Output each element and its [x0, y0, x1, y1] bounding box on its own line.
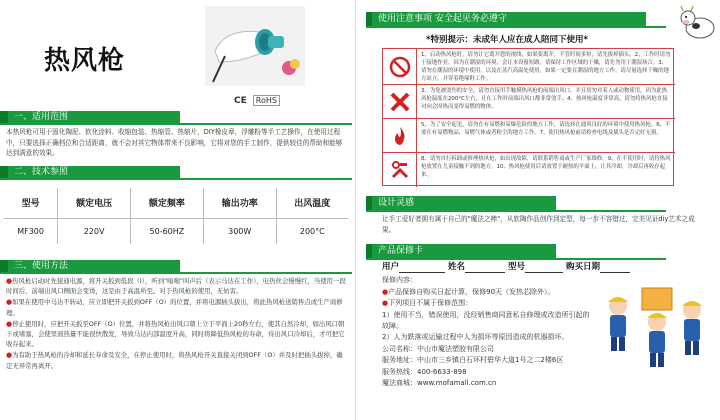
usage-step: [6, 297, 346, 317]
hotline-label: 服务热线：: [382, 367, 417, 376]
usage-step: [6, 319, 346, 350]
field-label-name: 姓名: [447, 262, 465, 272]
bullet-icon: ●: [6, 319, 13, 328]
card-fields-row: [382, 262, 712, 273]
section-usage-header: 三、使用方法: [0, 260, 180, 273]
warning-text: 1、启动热风枪时，请勿让它离开您的视线，如果要离开，不管时间多短，请先拔掉插头。2、工作时请勿于接地作业，因为在潮湿的环境，会让本设备短路，请保持工作区域的干燥，请先勿用于潮湿场合。3、请勿在潮湿的环境中使用，以及在蒸汽高温处使用，如果一定要在潮湿的地方工作，请尽量选择干燥的地方站立，并穿着绝缘鞋工作。: [421, 52, 671, 82]
exclusion-item: 2）人为跌落或运输过程中人为损坏等原因造成的机器损坏。: [382, 333, 569, 342]
mall-label: 魔法商城：: [382, 379, 417, 388]
warning-icon-cell: [383, 153, 417, 187]
section-card-header: 产品保修卡: [366, 244, 556, 258]
heat-gun-image: [205, 6, 305, 86]
cert-badges: [234, 95, 280, 106]
warning-text: 5、为了安全起见，请勿在有易燃和易爆危险的地方工作，请选择在通风良好的环境中使用热风枪。6、不要在有易燃物品、易燃气体或者粉尘的地方工作。7、使用热风枪前请检查电线及插头是否完好无损。: [421, 122, 671, 136]
special-warning: *特别提示：未成年人应在成人陪同下使用*: [426, 35, 588, 45]
left-panel: [0, 0, 352, 420]
prohibited-icon: [389, 56, 411, 78]
warning-row: [383, 85, 675, 119]
table-row: [4, 218, 348, 244]
section-scope-header: 一、适用范围: [0, 111, 180, 124]
usage-step: [6, 350, 346, 370]
warning-row: [383, 119, 675, 153]
spec-cell: 200°C: [299, 226, 325, 236]
mall-line: [382, 378, 712, 389]
field-label-user: 用户: [382, 262, 400, 272]
spec-table: [4, 188, 348, 244]
company-value: 中山市魔法塑胶有限公司: [417, 344, 494, 353]
right-panel: [360, 0, 720, 420]
spec-header: 输出功率: [203, 188, 276, 218]
spec-cell: 220V: [58, 218, 131, 244]
spec-header: 型号: [4, 188, 58, 218]
tools-icon: [389, 159, 411, 181]
exclusions-title: ●下列项目不属于保修范围：: [382, 299, 473, 308]
warning-icon-cell: [383, 119, 417, 152]
bullet-icon: ●: [6, 351, 13, 360]
card-intro: 保修内容：: [382, 276, 417, 285]
user-field[interactable]: [399, 264, 445, 273]
model-field[interactable]: [525, 264, 563, 273]
danger-x-icon: [389, 91, 411, 113]
field-label-date: 购买日期: [565, 262, 600, 272]
warning-row: [383, 153, 675, 187]
spec-cell: MF300: [4, 218, 58, 244]
bullet-icon: ●: [6, 298, 13, 307]
company-label: 公司名称：: [382, 344, 417, 353]
warning-icon-cell: [383, 85, 417, 118]
rohs-mark: RoHS: [253, 95, 280, 106]
section-divider: [366, 26, 666, 28]
page-divider: [355, 0, 356, 420]
warranty-text: 产品保修自购买日起计算，保修90天（发热芯除外）。: [388, 287, 555, 296]
usage-step-text: 停止使用时，应把开关扳至OFF（O）位置，并将热风枪出风口朝上立于平面上20秒左右，使其自然冷却，如出风口朝下或堵塞，会使里面热量不能很快散发，导致马达内部温度升高，同时将降低热风枪的寿命，待出风口冷却后，才可把它收存起来。: [6, 319, 345, 349]
usage-step-text: 为有助于热风枪的冷却和延长寿命及安全，在停止使用时，将热风枪开关直接关闭到OFF（O）并及时把插头拔掉，确定无异常再离开。: [6, 351, 343, 370]
section-divider: [366, 258, 666, 260]
date-field[interactable]: [600, 264, 630, 273]
name-field[interactable]: [465, 264, 505, 273]
section-divider: [0, 123, 352, 125]
fire-icon: [389, 125, 411, 147]
address-value: 中山市三乡镇白石环村碧华大道1号之二2楼6区: [417, 356, 564, 365]
section-divider: [366, 210, 666, 212]
ce-mark: CE: [234, 95, 247, 106]
exclusion-item: 1）使用不当，错误使用，没经销售商同意私自修理或改造所引起的故障。: [382, 310, 590, 331]
section-divider: [0, 178, 352, 180]
hotline-value: 400-6633-898: [417, 367, 467, 376]
section-notes-header: 使用注意事项 安全起见务必遵守: [366, 12, 646, 26]
spec-cell: 50-60HZ: [130, 218, 203, 244]
spec-cell: 300W: [203, 218, 276, 244]
spec-header-row: [4, 188, 348, 218]
product-title: 热风枪: [44, 46, 126, 76]
usage-step-text: 如果在使用中马达不转动，应立即把开关扳到OFF（O）的位置，并将电源插头拔出，将此热风枪送销售点或生产商修理。: [6, 298, 343, 317]
workers-illustration: [596, 282, 714, 374]
section-params-header: 二、技术参照: [0, 166, 180, 179]
warning-row: [383, 49, 675, 85]
address-label: 服务地址：: [382, 356, 417, 365]
warning-icon-cell: [383, 49, 417, 84]
field-label-model: 型号: [507, 262, 525, 272]
warning-text: 8、请勿自行拆卸或修理热风枪，如出现故障，请联系销售商或生产厂家维修。9、在不使用时，请将热风枪放置在儿童接触不到的地方。10、热风枪使用后请放置于耐热的平面上，让其冷却，冷却后再收存起来。: [421, 156, 671, 178]
section-design-header: 设计灵感: [366, 196, 556, 210]
bullet-icon: ●: [382, 287, 389, 296]
usage-step-text: 热风枪启动时先接通电源，将开关扳到低段（I），听到"嗡嗡"叫声后（表示马达在工作），电热丝会慢慢红，当使用一段时间后，前端出风口侧面会变烫，这是由于高温所至。对于热风枪的使用，无妨害。: [6, 277, 346, 296]
usage-step: [6, 276, 346, 296]
spec-header: 额定频率: [130, 188, 203, 218]
bullet-icon: ●: [382, 299, 389, 308]
usage-steps: [6, 276, 346, 372]
warnings-box: [382, 48, 674, 186]
section-divider: [0, 272, 352, 274]
cow-mascot-icon: [678, 4, 718, 42]
spec-header: 额定电压: [58, 188, 131, 218]
bullet-icon: ●: [6, 277, 13, 285]
spec-header: 出风温度: [276, 188, 348, 218]
warning-text: 3、为免被烫伤的安全，请勿直接用手触摸热风枪的前端出风口，并且切勿对着人或动物使用，因为此热风枪温度在200°C左右，且在工作时前端出风口都非常烫手。4、热风枪温度非常高，请勿将热风枪直接对向会因热而变得易燃的物体。: [421, 88, 668, 110]
scope-text: 本热风枪可用于固化陶泥、软化涂料、收缩包装、热缩管、热缩片，DIY橡皮章，浮雕粉等手工艺操作，在使用过程中，只要选择正确档位和合适距离，就不会对其它物体带来不良影响，它将对您的手工制作，提供较佳的帮助和能够达到满意的效果。: [6, 128, 343, 157]
mall-value: www.mofamall.com.cn: [417, 379, 497, 388]
design-text: 让手工爱好者拥有属于自己的"魔法之棒"，从软陶作品创作到定型，每一步不容错过，完美见证diy艺术之成果。: [382, 215, 695, 234]
